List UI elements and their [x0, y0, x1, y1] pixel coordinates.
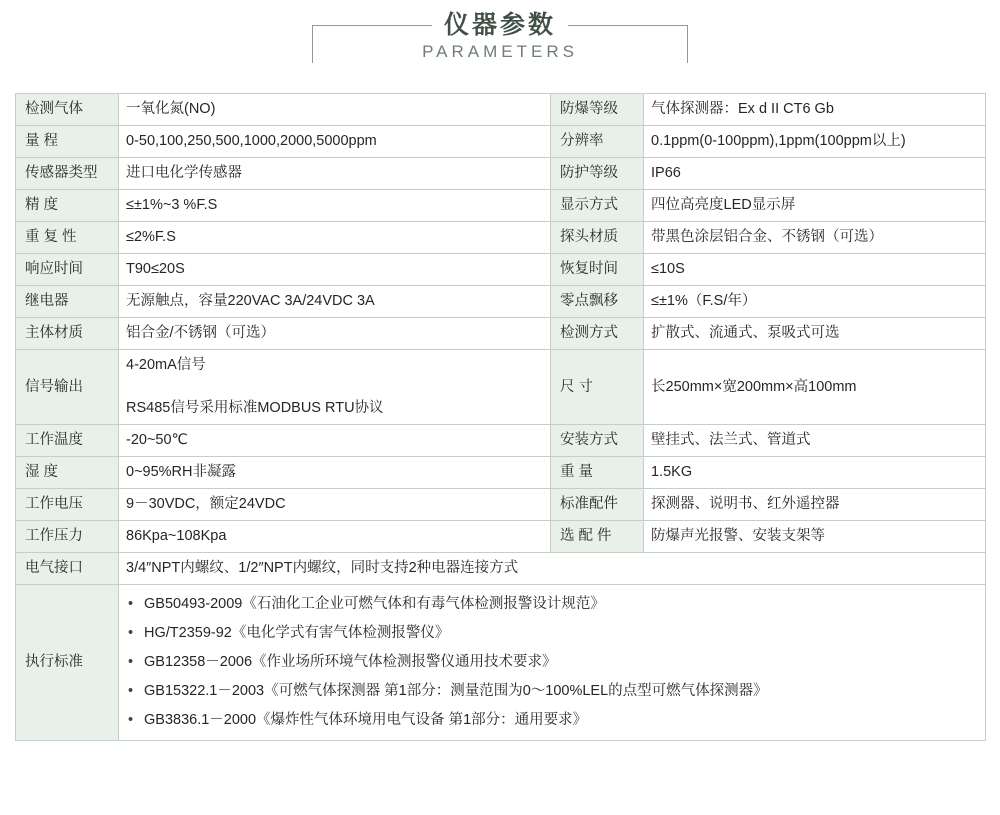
spec-value: 86Kpa~108Kpa: [119, 521, 551, 553]
spec-label: 工作压力: [16, 521, 119, 553]
title-decoration: [0, 10, 1000, 39]
standards-list: [119, 585, 986, 741]
bullet-icon: •: [128, 625, 134, 642]
list-item: [126, 590, 978, 619]
spec-value: T90≤20S: [119, 254, 551, 286]
standard-text: HG/T2359-92《电化学式有害气体检测报警仪》: [144, 625, 450, 642]
spec-label: 电气接口: [16, 553, 119, 585]
spec-label: 恢复时间: [551, 254, 644, 286]
spec-value: 一氧化氮(NO): [119, 94, 551, 126]
spec-value: IP66: [644, 158, 986, 190]
table-row: [16, 94, 986, 126]
spec-label: 防爆等级: [551, 94, 644, 126]
spec-label: 选 配 件: [551, 521, 644, 553]
spec-value: ≤±1%（F.S/年）: [644, 286, 986, 318]
spec-label: 主体材质: [16, 318, 119, 350]
list-item: [126, 648, 978, 677]
table-row-electrical-interface: [16, 553, 986, 585]
standard-text: GB3836.1－2000《爆炸性气体环境用电气设备 第1部分：通用要求》: [144, 712, 588, 729]
spec-label: 信号输出: [16, 350, 119, 425]
specifications-table: [15, 93, 986, 741]
spec-label: 重 复 性: [16, 222, 119, 254]
spec-value: 防爆声光报警、安装支架等: [644, 521, 986, 553]
spec-label: 工作温度: [16, 425, 119, 457]
spec-label: 尺 寸: [551, 350, 644, 425]
signal-output-line-1: 4-20mA信号: [126, 357, 206, 374]
spec-value: 四位高亮度LED显示屏: [644, 190, 986, 222]
spec-value: 3/4″NPT内螺纹、1/2″NPT内螺纹，同时支持2种电器连接方式: [119, 553, 986, 585]
spec-label: 湿 度: [16, 457, 119, 489]
spec-value: -20~50℃: [119, 425, 551, 457]
spec-label: 检测方式: [551, 318, 644, 350]
spec-value-signal-output: [119, 350, 551, 425]
spec-label: 精 度: [16, 190, 119, 222]
page-title-block: [0, 10, 1000, 62]
bullet-icon: •: [128, 654, 134, 671]
page-title: 仪器参数: [443, 10, 556, 39]
spec-value: ≤±1%~3 %F.S: [119, 190, 551, 222]
list-item: [126, 677, 978, 706]
title-rule-right: [568, 25, 688, 26]
spec-value: 0~95%RH非凝露: [119, 457, 551, 489]
signal-output-line-2: RS485信号采用标准MODBUS RTU协议: [126, 400, 384, 417]
spec-value: 0-50,100,250,500,1000,2000,5000ppm: [119, 126, 551, 158]
spec-label: 响应时间: [16, 254, 119, 286]
bullet-icon: •: [128, 596, 134, 613]
spec-value: 壁挂式、法兰式、管道式: [644, 425, 986, 457]
spec-value: 扩散式、流通式、泵吸式可选: [644, 318, 986, 350]
spec-value: ≤2%F.S: [119, 222, 551, 254]
spec-label: 显示方式: [551, 190, 644, 222]
table-row: [16, 126, 986, 158]
list-item: [126, 706, 978, 735]
spec-label: 重 量: [551, 457, 644, 489]
spec-label: 安装方式: [551, 425, 644, 457]
bullet-icon: •: [128, 683, 134, 700]
spec-label: 继电器: [16, 286, 119, 318]
spec-label: 量 程: [16, 126, 119, 158]
title-rule-left: [312, 25, 432, 26]
spec-label-standards: 执行标准: [16, 585, 119, 741]
spec-label: 检测气体: [16, 94, 119, 126]
spec-label: 探头材质: [551, 222, 644, 254]
spec-label: 零点飘移: [551, 286, 644, 318]
standard-text: GB15322.1－2003《可燃气体探测器 第1部分：测量范围为0～100%LEL的点型可燃气体探测器》: [144, 683, 768, 700]
spec-value: 带黑色涂层铝合金、不锈钢（可选）: [644, 222, 986, 254]
table-row: [16, 318, 986, 350]
spec-value: 0.1ppm(0-100ppm),1ppm(100ppm以上): [644, 126, 986, 158]
spec-label: 传感器类型: [16, 158, 119, 190]
table-row: [16, 254, 986, 286]
spec-value: 长250mm×宽200mm×高100mm: [644, 350, 986, 425]
spec-value: 9－30VDC，额定24VDC: [119, 489, 551, 521]
spec-label: 分辨率: [551, 126, 644, 158]
table-row: [16, 286, 986, 318]
spec-value: 铝合金/不锈钢（可选）: [119, 318, 551, 350]
spec-label: 标准配件: [551, 489, 644, 521]
table-row: [16, 521, 986, 553]
table-row: [16, 489, 986, 521]
table-row: [16, 222, 986, 254]
standard-text: GB12358－2006《作业场所环境气体检测报警仪通用技术要求》: [144, 654, 557, 671]
table-row: [16, 425, 986, 457]
table-row: [16, 190, 986, 222]
table-row-standards: [16, 585, 986, 741]
spec-value: 进口电化学传感器: [119, 158, 551, 190]
table-row: [16, 158, 986, 190]
bullet-icon: •: [128, 712, 134, 729]
spec-value: 气体探测器：Ex d II CT6 Gb: [644, 94, 986, 126]
spec-value: 无源触点，容量220VAC 3A/24VDC 3A: [119, 286, 551, 318]
spec-value: 探测器、说明书、红外遥控器: [644, 489, 986, 521]
table-row-signal-output: [16, 350, 986, 425]
spec-value: 1.5KG: [644, 457, 986, 489]
spec-label: 防护等级: [551, 158, 644, 190]
table-row: [16, 457, 986, 489]
standard-text: GB50493-2009《石油化工企业可燃气体和有毒气体检测报警设计规范》: [144, 596, 605, 613]
page-subtitle: PARAMETERS: [422, 42, 578, 61]
spec-value: ≤10S: [644, 254, 986, 286]
spec-label: 工作电压: [16, 489, 119, 521]
list-item: [126, 619, 978, 648]
